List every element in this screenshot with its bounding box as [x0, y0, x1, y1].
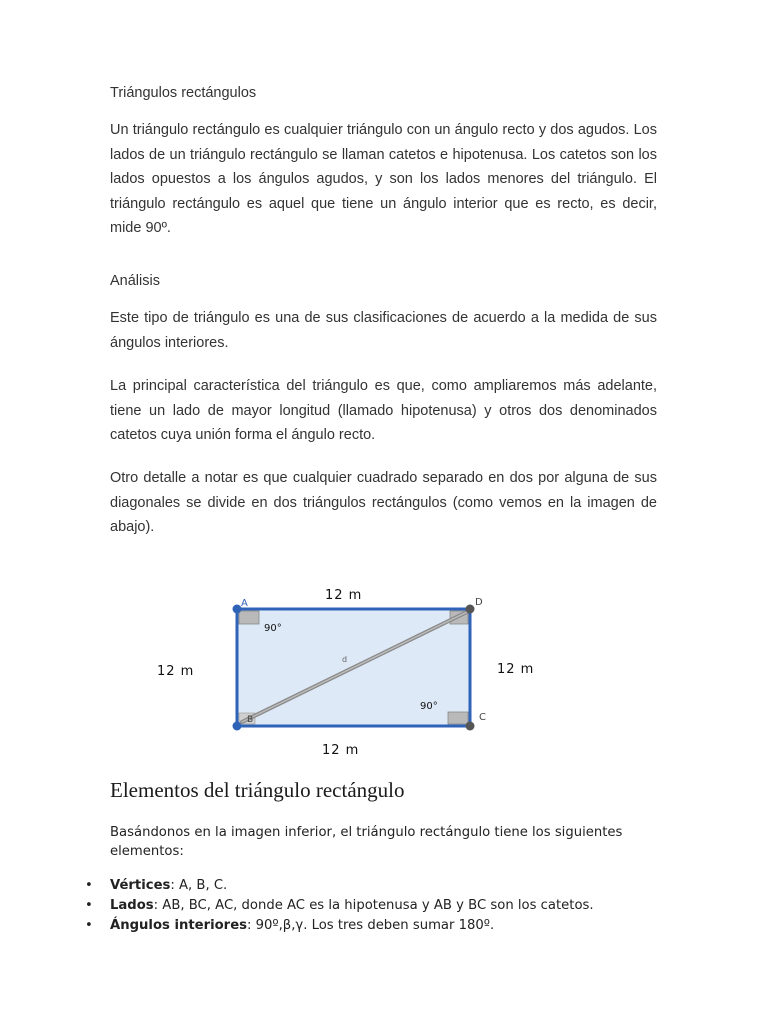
item-text-lados: : AB, BC, AC, donde AC es la hipotenusa y AB y BC son los catetos. — [153, 898, 594, 913]
list-item-vertices — [85, 876, 685, 896]
paragraph-definition: Un triángulo rectángulo es cualquier triángulo con un ángulo recto y dos agudos. Los lados de un triángulo rectángulo se llaman catetos e hipotenusa. Los catetos son los lados opuestos a los ángulos agudos, y son los lados menores del triángulo. El triángulo rectángulo es aquel que tiene un ángulo interior que es recto, es decir, mide 90º. — [110, 122, 657, 236]
vertex-label-c: C — [479, 712, 486, 723]
term-angulos: Ángulos interiores — [110, 918, 247, 933]
elements-list — [85, 876, 685, 936]
list-item-angulos — [85, 916, 685, 936]
vertex-label-b: B — [247, 715, 254, 725]
vertex-dot-b — [233, 722, 242, 731]
paragraph-analysis-1: Este tipo de triángulo es una de sus clasificaciones de acuerdo a la medida de sus ángulos interiores. — [110, 310, 657, 351]
angle-label-bottom: 90° — [420, 701, 438, 712]
vertex-dot-d — [466, 605, 475, 614]
vertex-label-a: A — [241, 598, 248, 609]
term-vertices: Vértices — [110, 878, 171, 893]
diagonal-label: d — [342, 655, 348, 664]
left-side-label: 12 m — [157, 664, 195, 679]
rectangle-diagram — [140, 572, 600, 762]
item-text-angulos: : 90º,β,γ. Los tres deben sumar 180º. — [246, 918, 495, 933]
paragraph-analysis-3: Otro detalle a notar es que cualquier cuadrado separado en dos por alguna de sus diagonales se divide en dos triángulos rectángulos (como vemos en la imagen de abajo). — [110, 470, 657, 535]
paragraph-analysis-2: La principal característica del triángulo es que, como ampliaremos más adelante, tiene un lado de mayor longitud (llamado hipotenusa) y otros dos denominados catetos cuya unión forma el ángulo recto. — [110, 378, 657, 443]
bullet: • — [85, 878, 93, 893]
vertex-label-d: D — [475, 597, 483, 608]
bullet: • — [85, 918, 93, 933]
elements-intro: Basándonos en la imagen inferior, el triángulo rectángulo tiene los siguientes elementos: — [110, 825, 623, 859]
right-angle-box-bottom — [448, 712, 468, 724]
angle-label-top: 90° — [264, 623, 282, 634]
item-text-vertices: : A, B, C. — [170, 878, 228, 893]
vertex-dot-c — [466, 722, 475, 731]
elements-title: Elementos del triángulo rectángulo — [110, 778, 405, 802]
list-item-lados — [85, 896, 685, 916]
term-lados: Lados — [110, 898, 154, 913]
section-title-analisis: Análisis — [110, 273, 160, 289]
bullet: • — [85, 898, 93, 913]
section-title-triangulos: Triángulos rectángulos — [110, 85, 257, 101]
rectangle-diagram-svg — [140, 572, 600, 762]
top-side-label: 12 m — [325, 588, 363, 603]
right-side-label: 12 m — [497, 662, 535, 677]
right-angle-box-top — [239, 611, 259, 624]
bottom-side-label: 12 m — [322, 743, 360, 758]
